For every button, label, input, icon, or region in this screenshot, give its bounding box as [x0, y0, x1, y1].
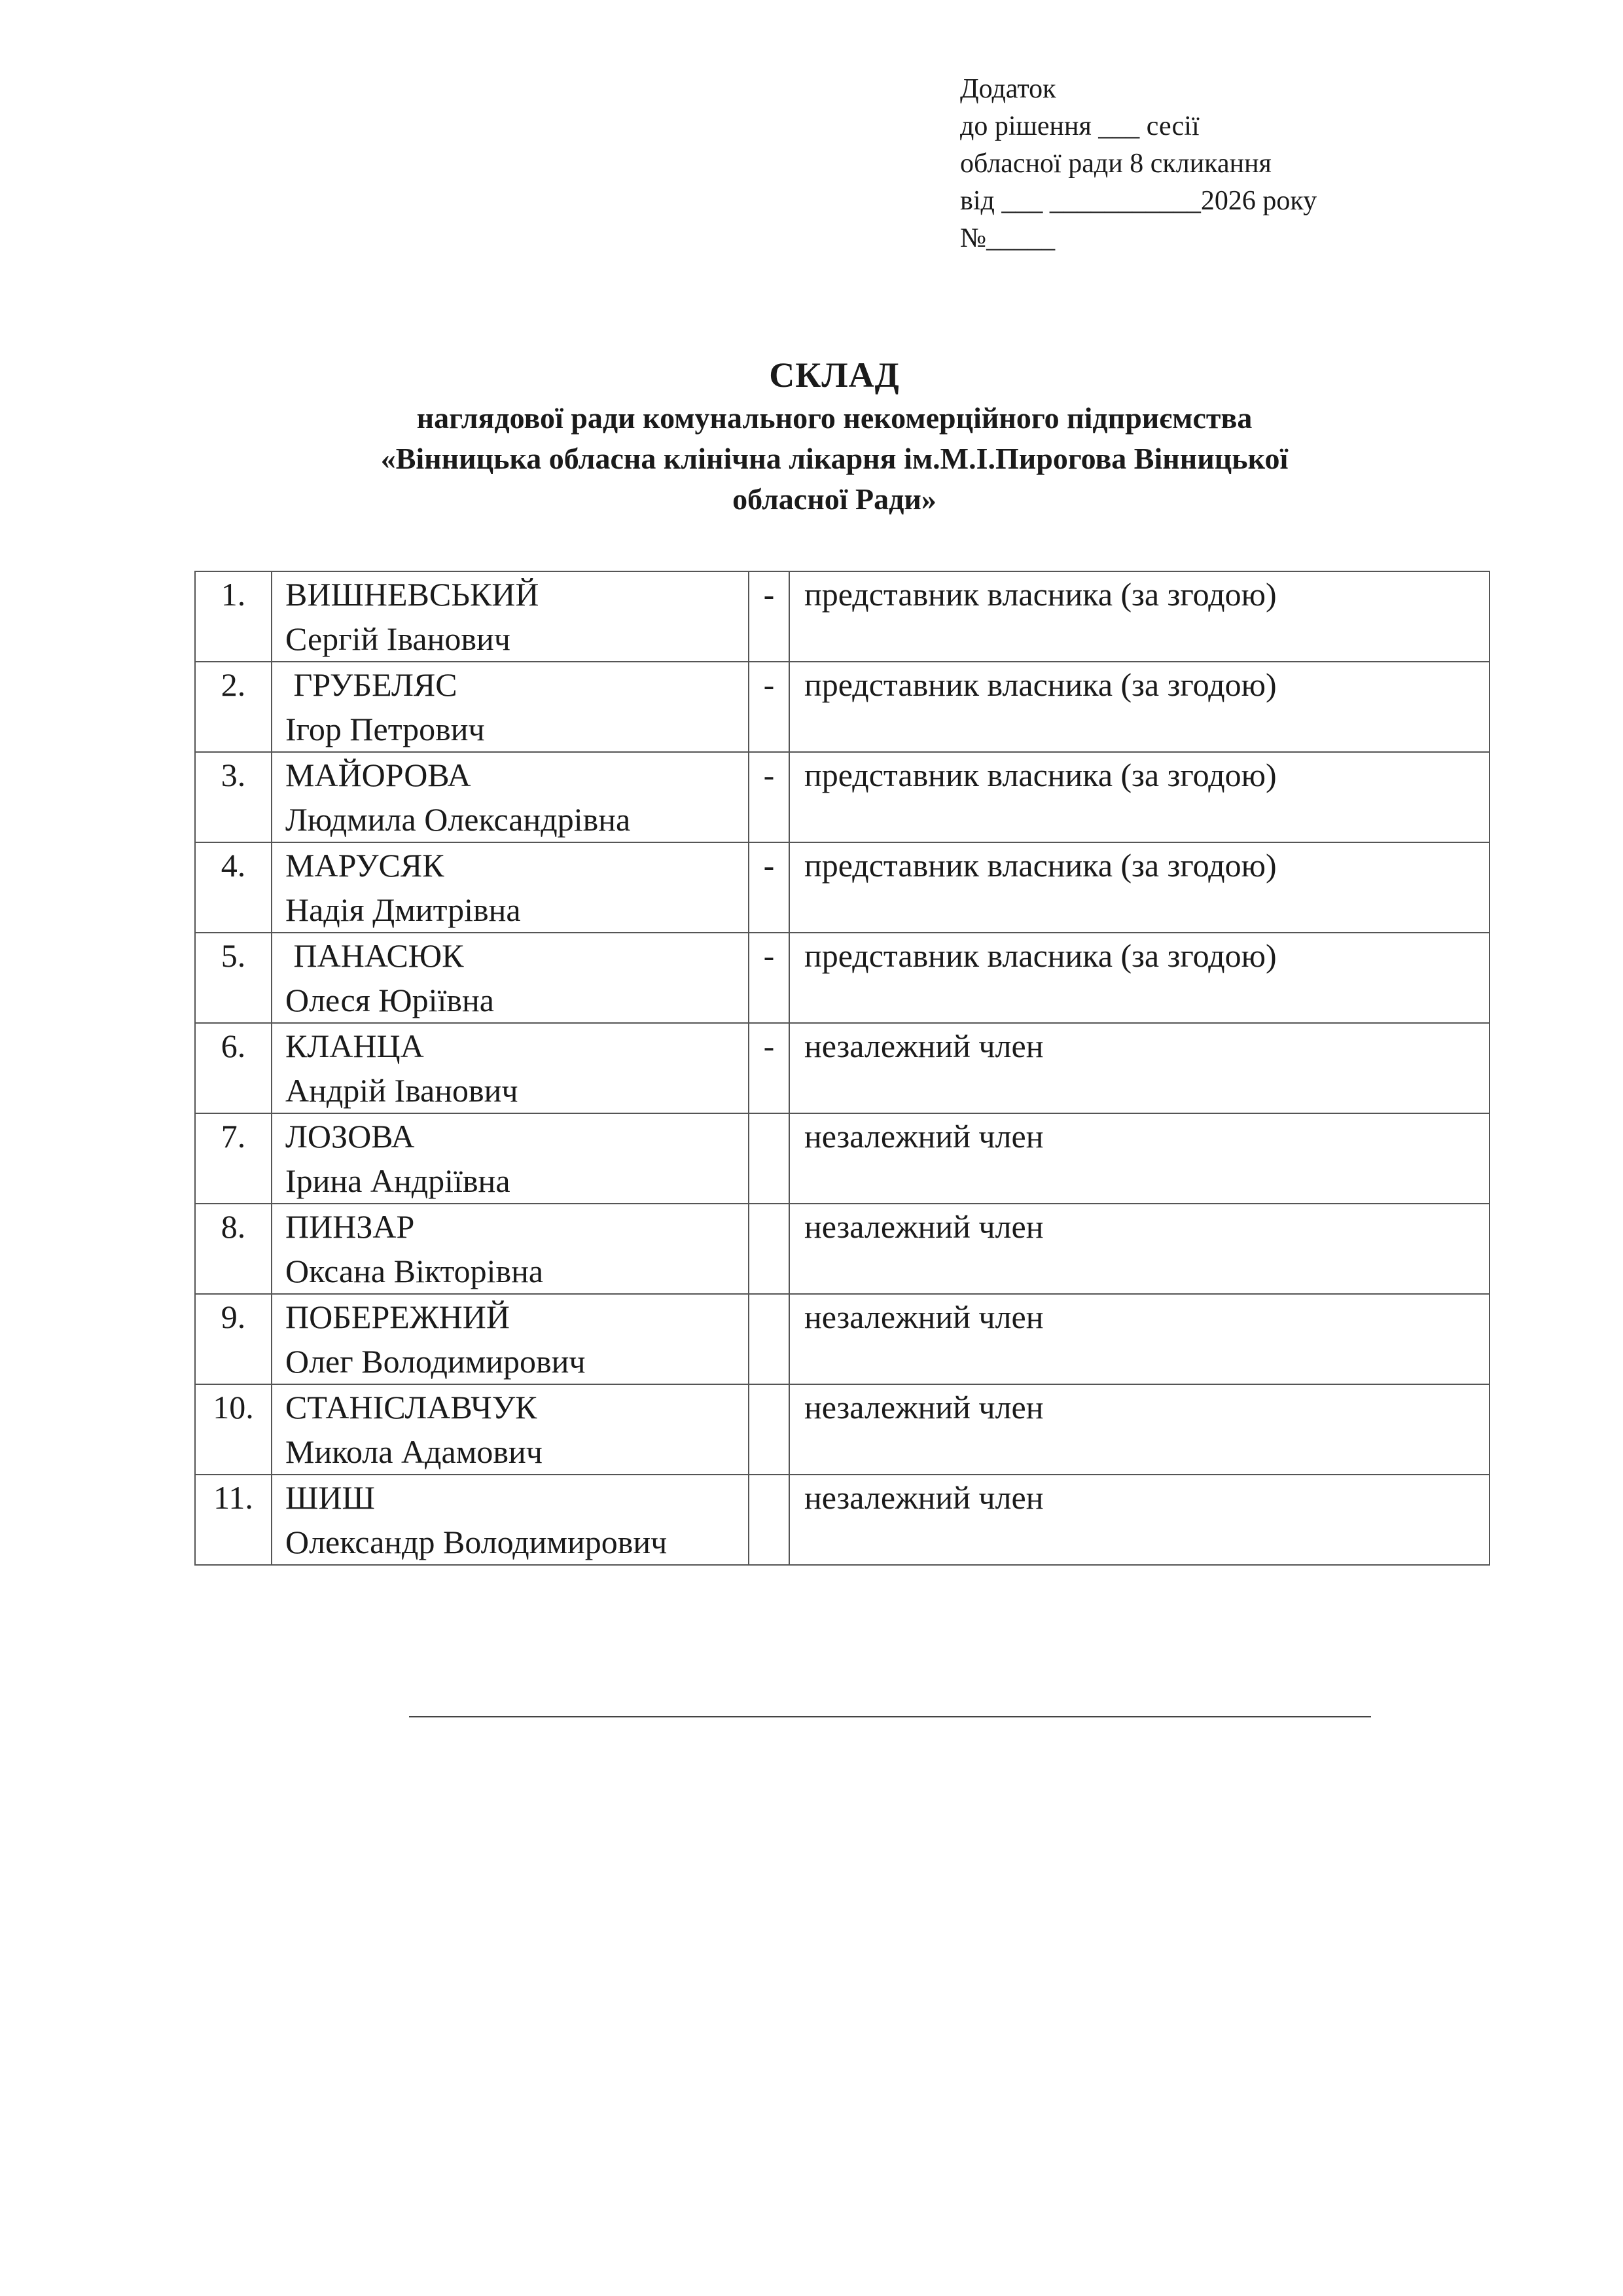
row-number: 11. — [195, 1475, 272, 1565]
member-given-name: Микола Адамович — [285, 1433, 543, 1470]
member-role: незалежний член — [789, 1294, 1489, 1384]
row-dash: - — [749, 842, 789, 933]
member-role: представник власника (за згодою) — [789, 752, 1489, 842]
table-row — [195, 933, 1489, 1023]
table-row — [195, 1023, 1489, 1113]
table-row — [195, 1475, 1489, 1565]
annex-block — [960, 71, 1317, 257]
member-name-cell — [272, 662, 749, 752]
row-dash: - — [749, 662, 789, 752]
document-heading — [0, 352, 1623, 520]
member-surname: ВИШНЕВСЬКИЙ — [285, 576, 539, 613]
member-given-name: Оксана Вікторівна — [285, 1253, 544, 1289]
subtitle-line-3: обласної Ради» — [732, 482, 936, 516]
row-number: 5. — [195, 933, 272, 1023]
member-given-name: Надія Дмитрівна — [285, 891, 521, 928]
member-given-name: Людмила Олександрівна — [285, 801, 631, 838]
annex-line-1: Додаток — [960, 74, 1056, 104]
member-name-cell — [272, 842, 749, 933]
member-given-name: Ігор Петрович — [285, 711, 485, 747]
member-surname: СТАНІСЛАВЧУК — [285, 1389, 537, 1426]
row-dash: - — [749, 752, 789, 842]
member-role: представник власника (за згодою) — [789, 571, 1489, 662]
member-surname: ЛОЗОВА — [285, 1118, 415, 1155]
table-row — [195, 1294, 1489, 1384]
table-row — [195, 752, 1489, 842]
member-name-cell — [272, 1475, 749, 1565]
table-row — [195, 1113, 1489, 1204]
row-dash: - — [749, 1023, 789, 1113]
row-number: 1. — [195, 571, 272, 662]
member-given-name: Олеся Юріївна — [285, 982, 494, 1018]
member-given-name: Олександр Володимирович — [285, 1524, 668, 1560]
member-surname: МАРУСЯК — [285, 847, 444, 884]
member-name-cell — [272, 1384, 749, 1475]
row-dash — [749, 1294, 789, 1384]
table-row — [195, 1384, 1489, 1475]
row-number: 7. — [195, 1113, 272, 1204]
member-surname: ГРУБЕЛЯС — [285, 666, 457, 703]
footer-divider-line — [409, 1716, 1371, 1717]
row-number: 2. — [195, 662, 272, 752]
row-number: 4. — [195, 842, 272, 933]
member-role: незалежний член — [789, 1023, 1489, 1113]
member-surname: КЛАНЦА — [285, 1028, 424, 1064]
row-dash: - — [749, 571, 789, 662]
annex-line-4: від ___ ___________2026 року — [960, 186, 1317, 216]
table-row — [195, 842, 1489, 933]
member-name-cell — [272, 1113, 749, 1204]
member-given-name: Ірина Андріївна — [285, 1162, 510, 1199]
row-number: 6. — [195, 1023, 272, 1113]
member-name-cell — [272, 1204, 749, 1294]
row-dash — [749, 1113, 789, 1204]
annex-line-5: №_____ — [960, 223, 1056, 253]
table-row — [195, 1204, 1489, 1294]
member-role: представник власника (за згодою) — [789, 662, 1489, 752]
members-table — [194, 571, 1490, 1566]
row-number: 9. — [195, 1294, 272, 1384]
table-row — [195, 662, 1489, 752]
row-dash — [749, 1384, 789, 1475]
document-title: СКЛАД — [769, 355, 900, 395]
member-given-name: Сергій Іванович — [285, 620, 510, 657]
member-surname: ПАНАСЮК — [285, 937, 464, 974]
row-number: 8. — [195, 1204, 272, 1294]
member-name-cell — [272, 1294, 749, 1384]
member-role: незалежний член — [789, 1113, 1489, 1204]
member-surname: ШИШ — [285, 1479, 375, 1516]
row-number: 3. — [195, 752, 272, 842]
member-role: представник власника (за згодою) — [789, 842, 1489, 933]
member-role: незалежний член — [789, 1475, 1489, 1565]
row-number: 10. — [195, 1384, 272, 1475]
subtitle-line-1: наглядової ради комунального некомерційного підприємства — [416, 401, 1253, 435]
member-name-cell — [272, 571, 749, 662]
row-dash — [749, 1204, 789, 1294]
member-name-cell — [272, 752, 749, 842]
member-given-name: Андрій Іванович — [285, 1072, 518, 1109]
members-table-body — [195, 571, 1489, 1565]
annex-line-2: до рішення ___ сесії — [960, 111, 1200, 141]
member-role: незалежний член — [789, 1384, 1489, 1475]
row-dash: - — [749, 933, 789, 1023]
row-dash — [749, 1475, 789, 1565]
member-role: незалежний член — [789, 1204, 1489, 1294]
table-row — [195, 571, 1489, 662]
member-role: представник власника (за згодою) — [789, 933, 1489, 1023]
member-name-cell — [272, 1023, 749, 1113]
annex-line-3: обласної ради 8 скликання — [960, 149, 1272, 179]
member-surname: ПОБЕРЕЖНИЙ — [285, 1299, 510, 1335]
subtitle-line-2: «Вінницька обласна клінічна лікарня ім.М.І.Пирогова Вінницької — [380, 442, 1289, 475]
member-surname: ПИНЗАР — [285, 1208, 415, 1245]
member-name-cell — [272, 933, 749, 1023]
member-given-name: Олег Володимирович — [285, 1343, 586, 1380]
member-surname: МАЙОРОВА — [285, 757, 471, 793]
